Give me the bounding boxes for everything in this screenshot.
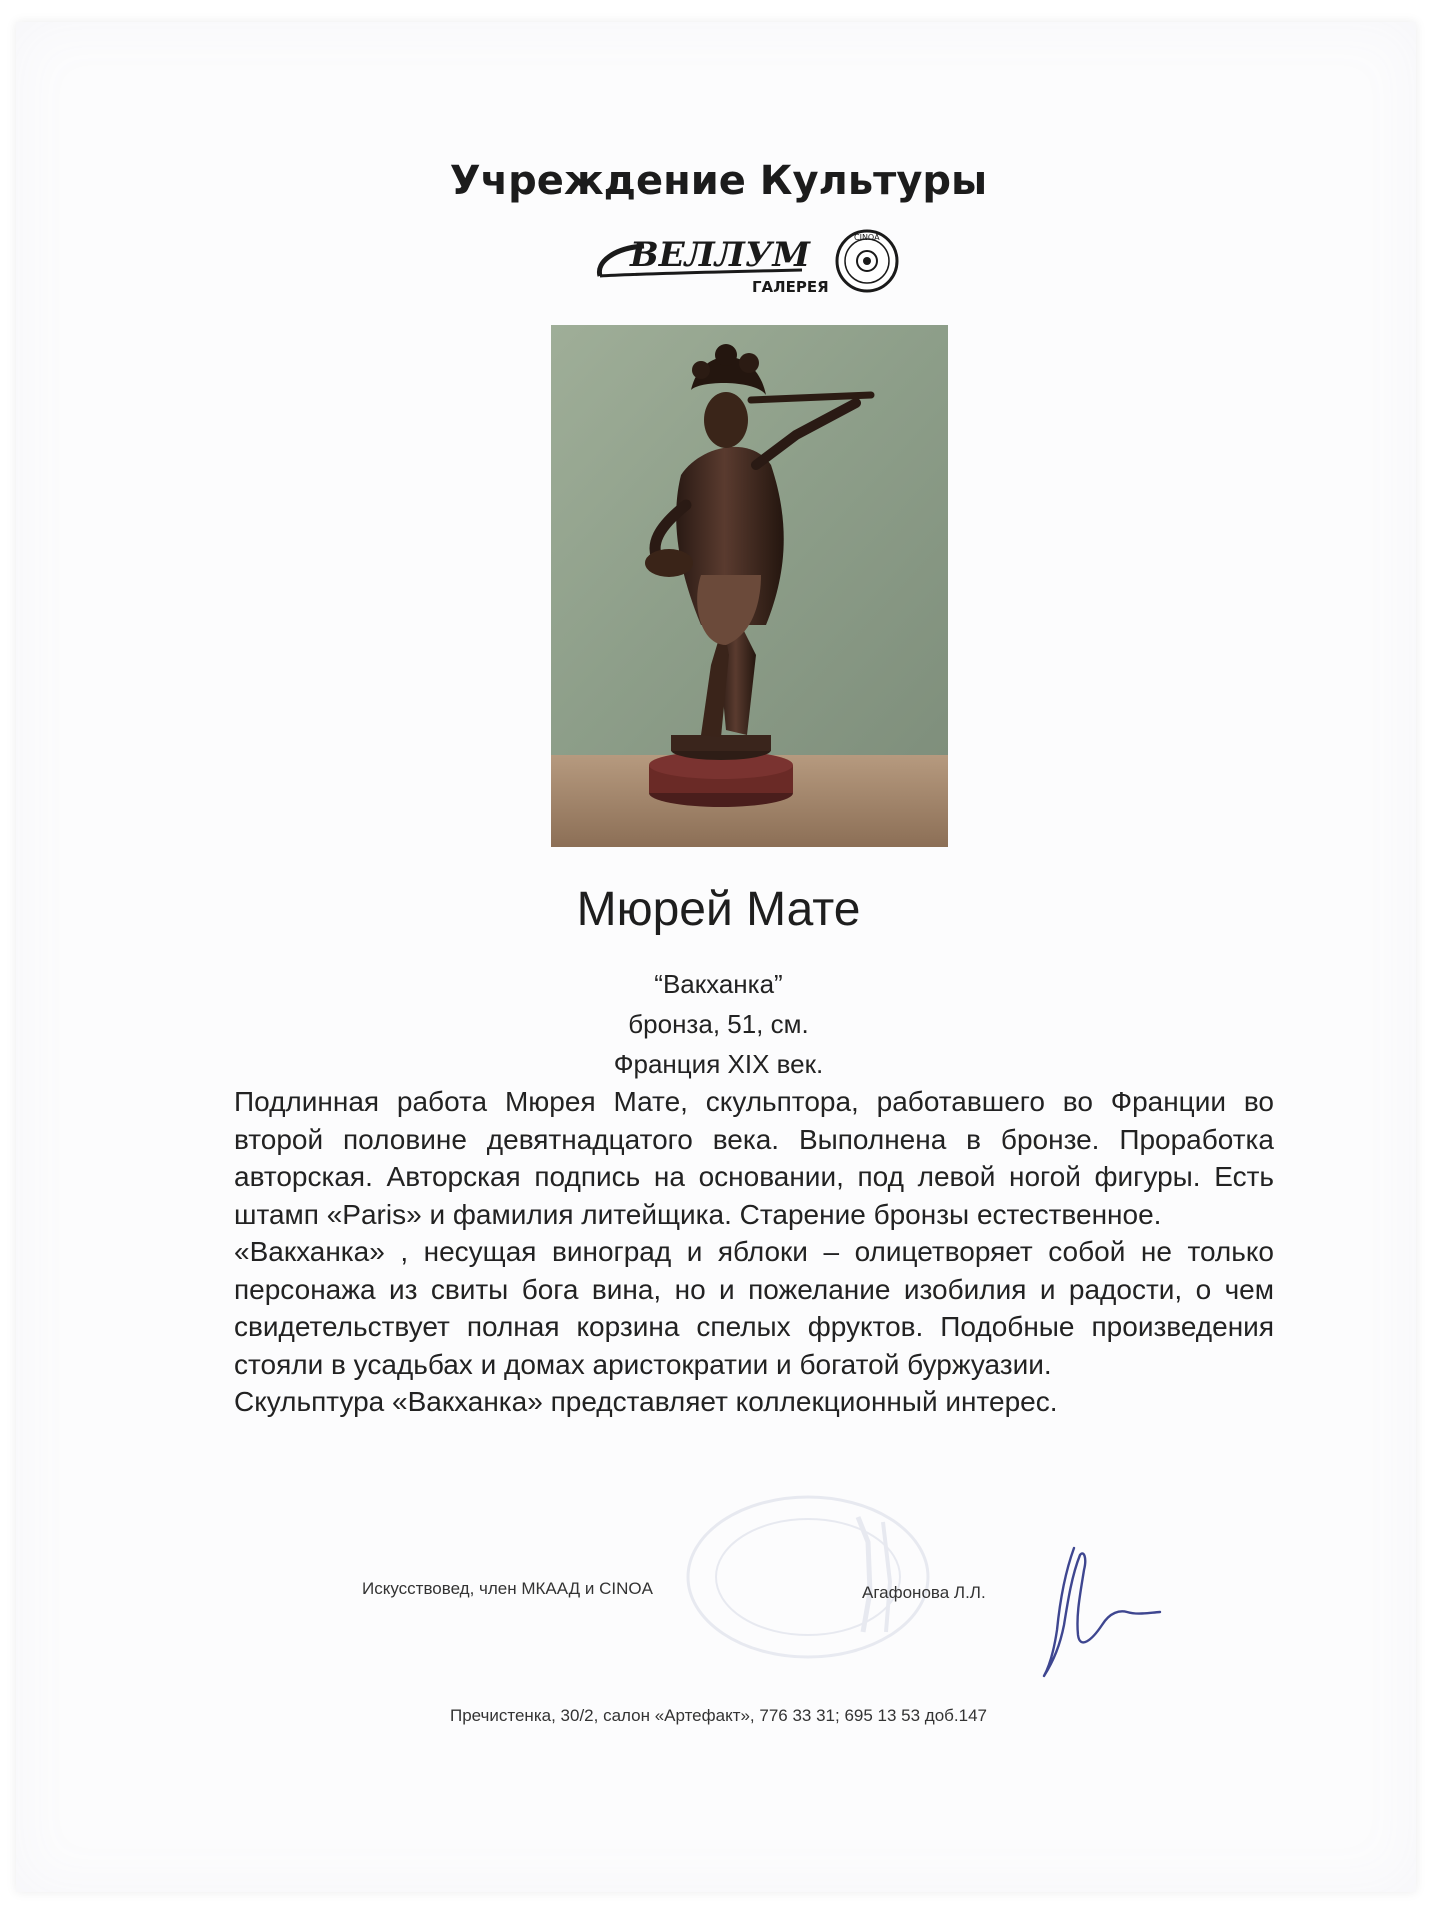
artwork-origin: Франция XIX век. (613, 1049, 824, 1079)
description-paragraph: Скульптура «Вакханка» представляет коллекционный интерес. (234, 1386, 1058, 1417)
description-text (234, 1083, 1274, 1421)
cinoa-seal-icon (837, 231, 897, 291)
description-paragraph: «Вакханка» , несущая виноград и яблоки – олицетворяет собой не только персонажа из свиты бога вина, но и пожелание изобилия и радости, о чем свидетельствует полная корзина спелых фруктов. Подобные произведения стояли в усадьбах и домах аристократии и богатой буржуазии. (234, 1236, 1274, 1380)
expert-role: Искусствовед, член МКААД и CINOA (362, 1579, 653, 1598)
expert-name: Агафонова Л.Л. (862, 1583, 986, 1602)
description-paragraph: Подлинная работа Мюрея Мате, скульптора, работавшего во Франции во второй половине девятнадцатого века. Выполнена в бронзе. Проработка авторская. Авторская подпись на основании, под левой ногой фигуры. Есть штамп «Paris» и фамилия литейщика. Старение бронзы естественное. (234, 1086, 1274, 1230)
artwork-material: бронза, 51, см. (628, 1009, 809, 1039)
institution-title: Учреждение Культуры (449, 158, 988, 204)
seal-text: CINOA (854, 233, 880, 242)
vellum-gallery-logo (592, 228, 912, 298)
handwritten-signature (1032, 1540, 1162, 1680)
footer-address: Пречистенка, 30/2, салон «Артефакт», 776 33 31; 695 13 53 доб.147 (449, 1706, 988, 1725)
stamp-mark (658, 1482, 958, 1672)
artwork-title: “Вакханка” (654, 969, 783, 999)
sculpture-photo (551, 325, 948, 847)
artist-name: Мюрей Мате (576, 883, 861, 936)
logo-subtitle-text: ГАЛЕРЕЯ (752, 278, 829, 296)
logo-brand-text: ВЕЛЛУМ (630, 235, 811, 275)
